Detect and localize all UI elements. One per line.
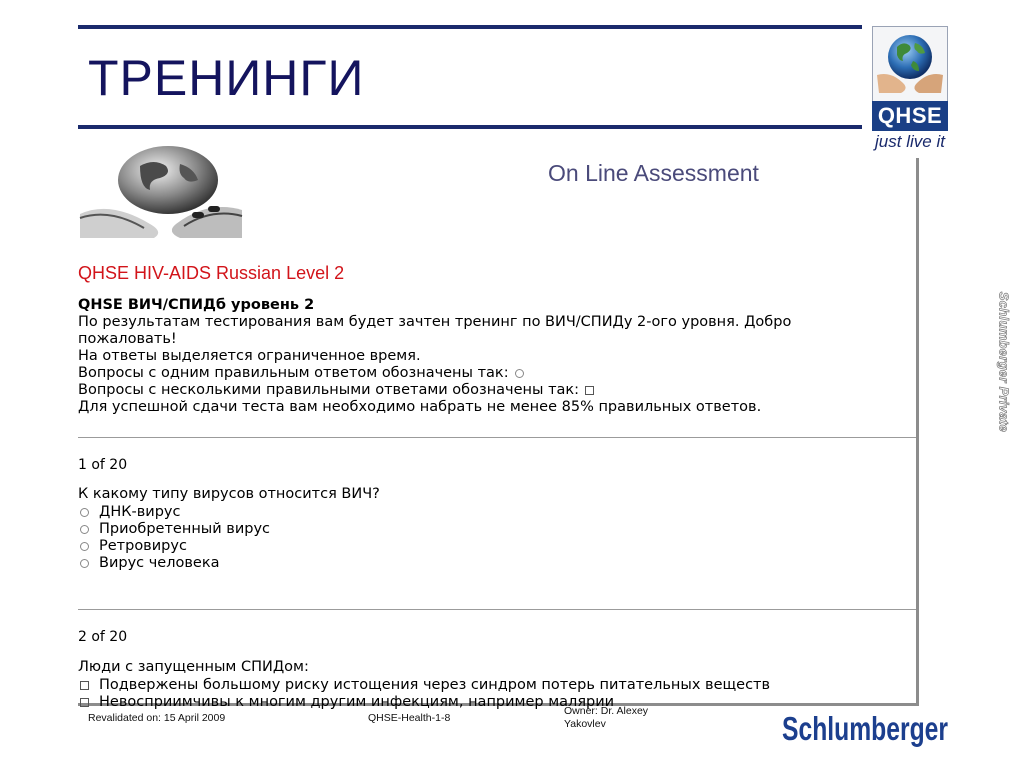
checkbox-symbol-example bbox=[585, 386, 594, 395]
intro-line-text: Вопросы с несколькими правильными ответами обозначены так: bbox=[78, 382, 580, 398]
intro-line-text: Вопросы с одним правильным ответом обозначены так: bbox=[78, 365, 509, 381]
intro-line-multi-answer bbox=[78, 382, 910, 399]
radio-button[interactable] bbox=[80, 542, 89, 551]
intro-line: По результатам тестирования вам будет зачтен тренинг по ВИЧ/СПИДу 2-ого уровня. Добро bbox=[78, 314, 792, 330]
answer-label: Ретровирус bbox=[99, 538, 187, 554]
answer-option[interactable] bbox=[78, 677, 770, 694]
qhse-logo bbox=[872, 26, 948, 154]
question-options bbox=[78, 504, 270, 572]
qhse-badge: QHSE bbox=[872, 101, 948, 131]
schlumberger-logo bbox=[782, 706, 950, 750]
schlumberger-private-watermark: Schlumberger Private bbox=[996, 291, 1012, 433]
radio-symbol-example bbox=[515, 369, 524, 378]
question-text: Люди с запущенным СПИДом: bbox=[78, 659, 309, 675]
question-counter: 2 of 20 bbox=[78, 629, 128, 645]
answer-label: ДНК-вирус bbox=[99, 504, 181, 520]
intro-text bbox=[78, 297, 910, 416]
footer-owner: Owner: Dr. Alexey Yakovlev bbox=[564, 705, 649, 730]
answer-label: Подвержены большому риску истощения через синдром потерь питательных веществ bbox=[99, 677, 771, 693]
intro-heading: QHSE ВИЧ/СПИДб уровень 2 bbox=[78, 297, 315, 313]
globe-in-hands-icon bbox=[872, 26, 948, 102]
checkbox[interactable] bbox=[80, 698, 89, 707]
assessment-panel bbox=[78, 158, 919, 710]
intro-line: пожаловать! bbox=[78, 331, 177, 347]
slide-title: ТРЕНИНГИ bbox=[88, 50, 365, 106]
answer-option[interactable] bbox=[78, 521, 270, 538]
answer-label: Приобретенный вирус bbox=[99, 521, 271, 537]
course-title: QHSE HIV-AIDS Russian Level 2 bbox=[78, 263, 345, 283]
qhse-tagline: just live it bbox=[875, 132, 945, 151]
intro-line: На ответы выделяется ограниченное время. bbox=[78, 348, 421, 364]
answer-label: Вирус человека bbox=[99, 555, 220, 571]
question-text: К какому типу вирусов относится ВИЧ? bbox=[78, 486, 380, 502]
radio-button[interactable] bbox=[80, 508, 89, 517]
globe-in-hands-icon bbox=[80, 158, 242, 242]
divider bbox=[78, 437, 916, 438]
answer-option[interactable] bbox=[78, 555, 270, 572]
answer-option[interactable] bbox=[78, 538, 270, 555]
answer-option[interactable] bbox=[78, 504, 270, 521]
intro-line: Для успешной сдачи теста вам необходимо набрать не менее 85% правильных ответов. bbox=[78, 399, 762, 415]
schlumberger-logo-text: Schlumberger bbox=[782, 710, 949, 747]
answer-label: Невосприимчивы к многим другим инфекциям, например малярии bbox=[99, 694, 615, 710]
footer-doc-id: QHSE-Health-1-8 bbox=[368, 712, 451, 724]
title-rule-top bbox=[78, 25, 862, 29]
online-assessment-header: On Line Assessment bbox=[548, 160, 759, 186]
title-rule-bottom bbox=[78, 125, 862, 129]
footer-revalidated: Revalidated on: 15 April 2009 bbox=[88, 712, 226, 724]
question-counter: 1 of 20 bbox=[78, 457, 128, 473]
radio-button[interactable] bbox=[80, 559, 89, 568]
divider bbox=[78, 609, 916, 610]
checkbox[interactable] bbox=[80, 681, 89, 690]
intro-line-single-answer bbox=[78, 365, 910, 382]
radio-button[interactable] bbox=[80, 525, 89, 534]
